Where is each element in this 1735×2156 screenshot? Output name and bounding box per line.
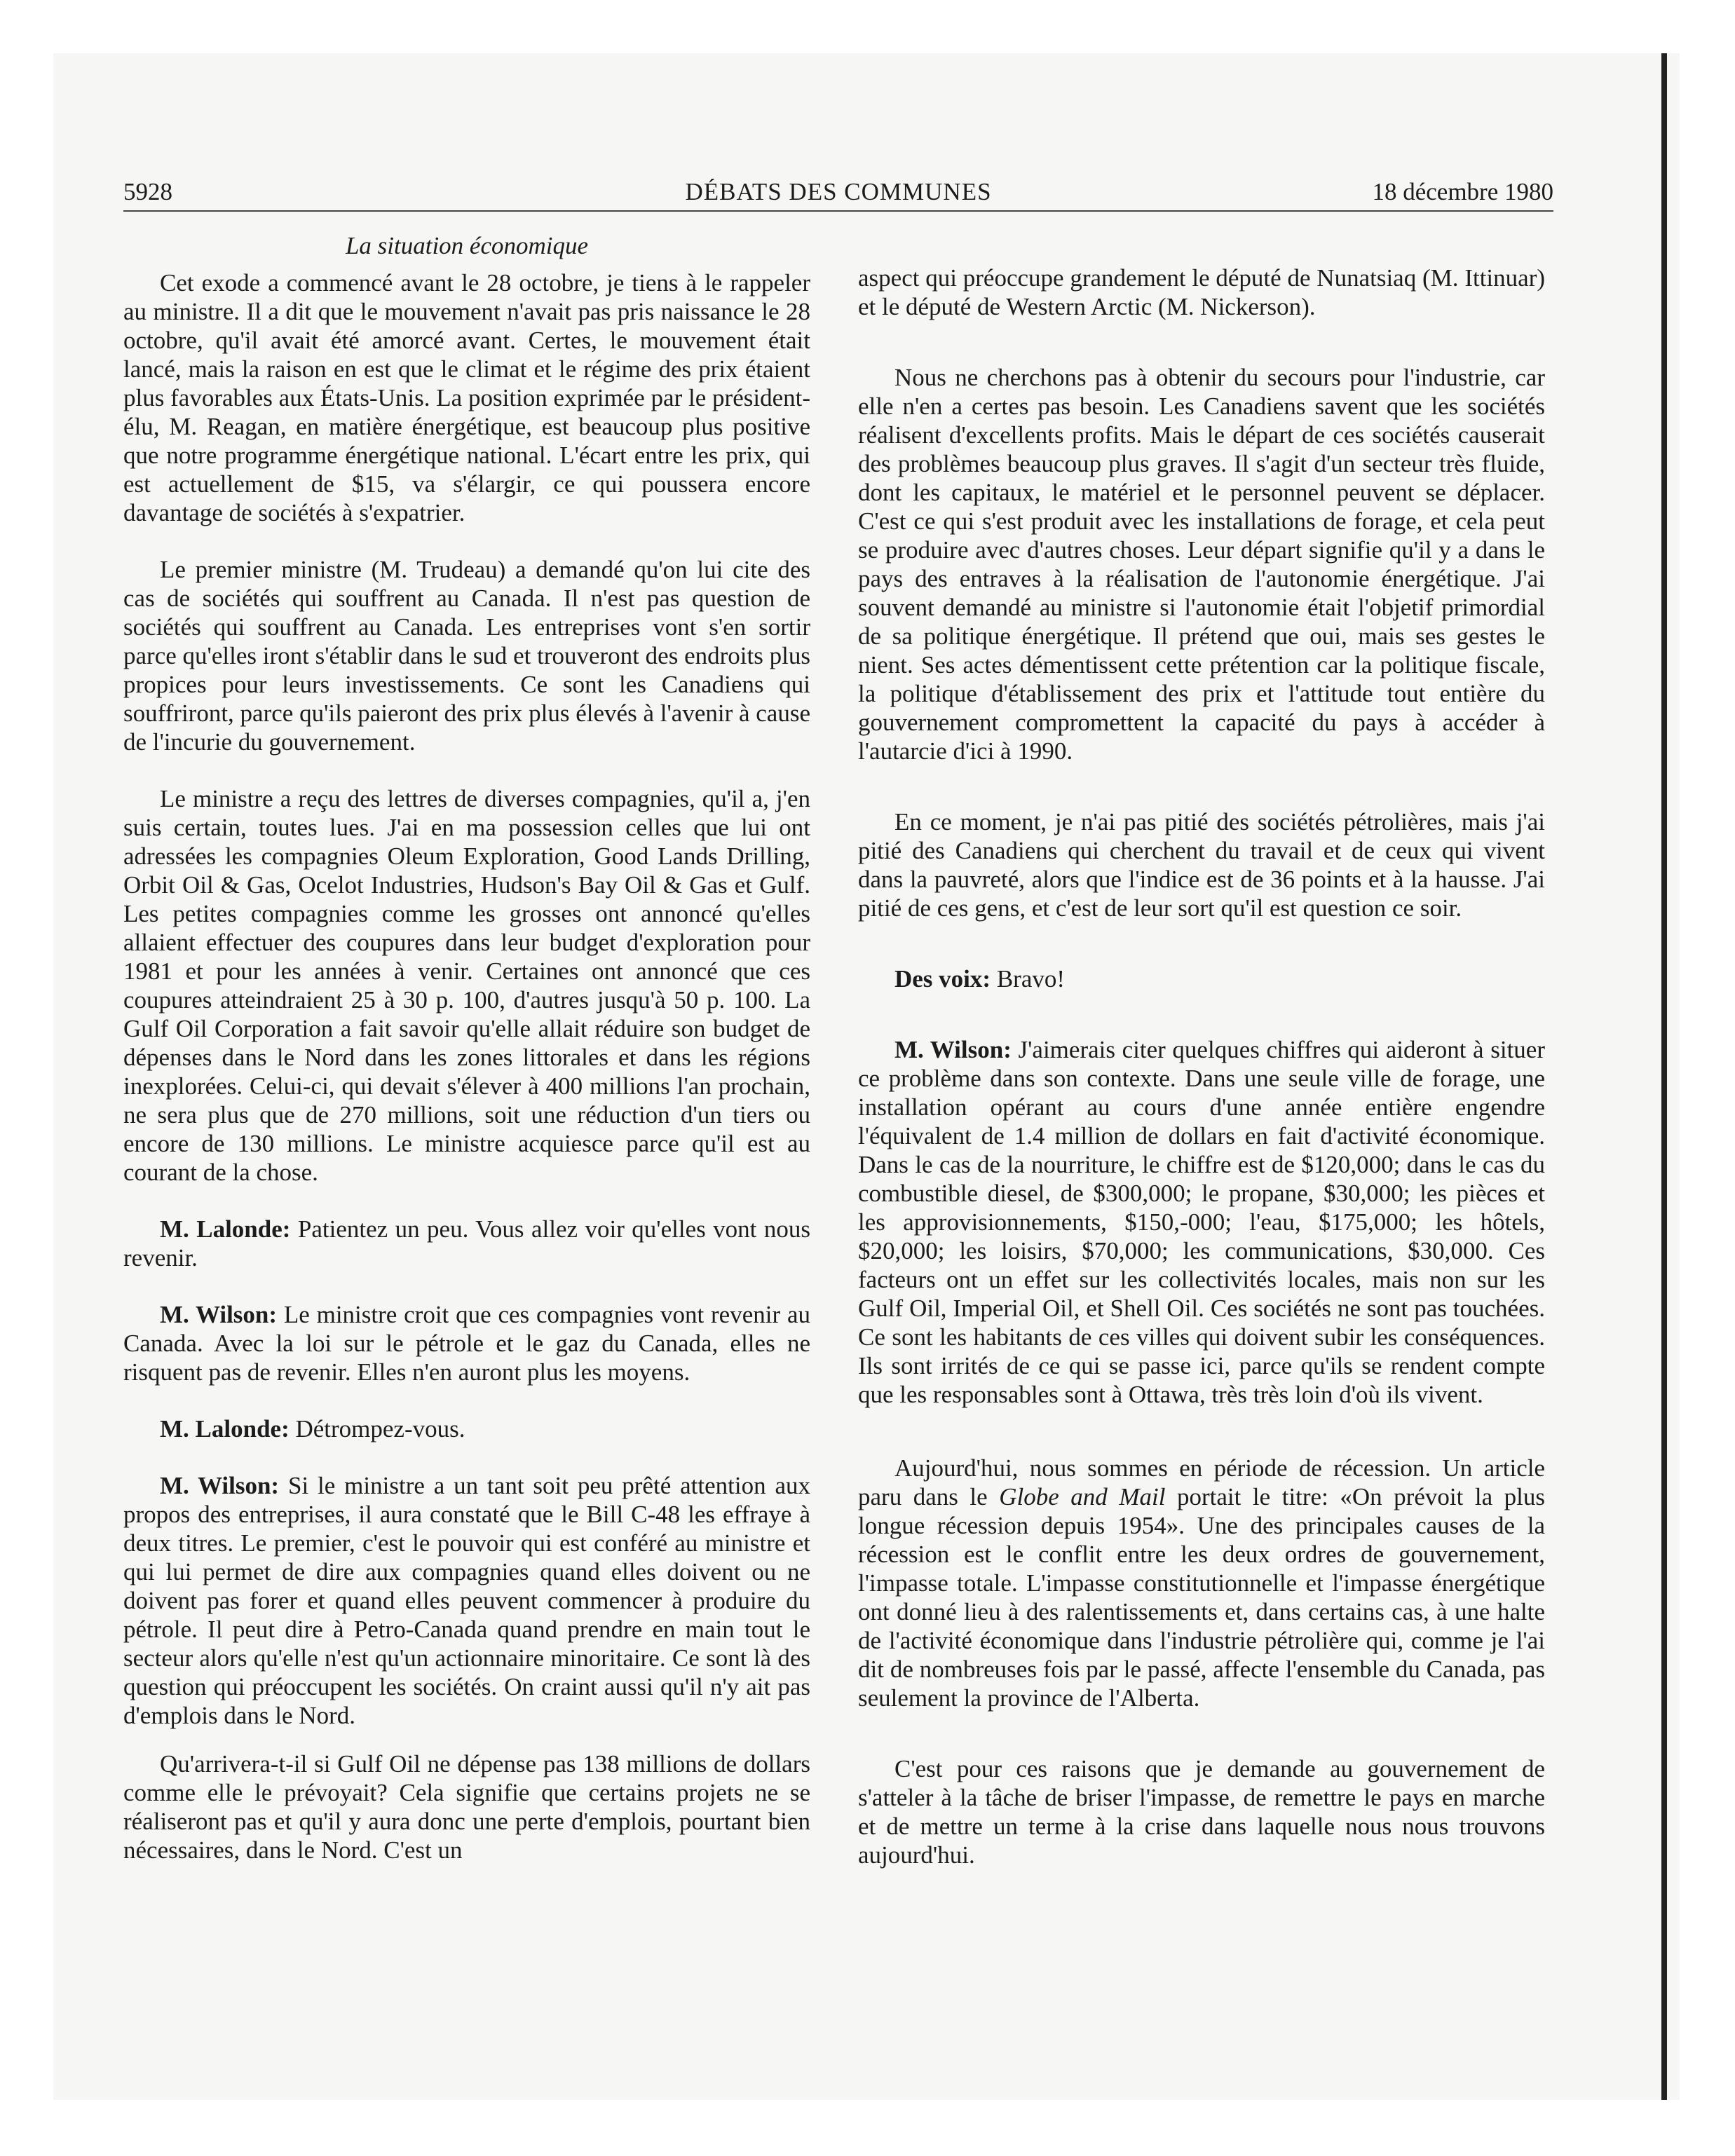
speech-text: Patientez un peu. Vous allez voir qu'elles vont nous revenir. [123,1215,810,1271]
right-column [858,264,1545,1869]
left-column [123,231,810,1864]
page-number: 5928 [123,178,172,205]
paragraph: Le premier ministre (M. Trudeau) a demandé qu'on lui cite des cas de sociétés qui souffrent au Canada. Il n'est pas question de sociétés qui souffrent au Canada. Les entreprises vont s'en sortir parce qu'elles iront s'établir dans le sud et trouveront des endroits plus propices pour leurs investissements. Ce sont les Canadiens qui souffriront, parce qu'ils paieront des prix plus élevés à l'avenir à cause de l'incurie du gouvernement. [123,556,810,756]
paragraph-text: Aujourd'hui, nous sommes en période de récession. Un article paru dans le [858,1454,1545,1510]
speech-text: Si le ministre a un tant soit peu prêté attention aux propos des entreprises, il aura constaté que le Bill C-48 les effraye à deux titres. Le premier, c'est le pouvoir qui est conféré au ministre et qui lui permet de dire aux compagnies quand elles doivent ou ne doivent pas forer et quand elles peuvent commencer à produire du pétrole. Il peut dire à Petro-Canada quand prendre en main tout le secteur alors qu'elle n'est qu'un actionnaire minoritaire. Ce sont là des question qui préoccupent les sociétés. On craint aussi qu'il n'y ait pas d'emplois dans le Nord. [123,1472,810,1729]
speech [123,1471,810,1730]
speech [123,1300,810,1386]
speaker-name: M. Lalonde: [160,1215,291,1243]
speaker-name: M. Wilson: [160,1301,278,1328]
paragraph [858,1454,1545,1712]
page-edge-shadow [1661,53,1667,2100]
speaker-name: M. Lalonde: [160,1415,290,1442]
section-title: La situation économique [345,232,589,259]
paragraph-text: portait le titre: «On prévoit la plus longue récession depuis 1954». Une des principales causes de la récession est le conflit entre les deux ordres de gouvernement, l'impasse totale. L'impasse constitutionnelle et l'impasse énergétique ont donné lieu à des ralentissements et, dans certains cas, à une halte de l'activité économique dans l'industrie pétrolière qui, comme je l'ai dit de nombreuses fois par le passé, affecte l'ensemble du Canada, pas seulement la province de l'Alberta. [858,1483,1545,1712]
paragraph: Nous ne cherchons pas à obtenir du secours pour l'industrie, car elle n'en a certes pas besoin. Les Canadiens savent que les sociétés réalisent d'excellents profits. Mais le départ de ces sociétés causerait des problèmes beaucoup plus graves. Il s'agit d'un secteur très fluide, dont les capitaux, le matériel et le personnel peuvent se déplacer. C'est ce qui s'est produit avec les installations de forage, et cela peut se produire avec d'autres choses. Leur départ signifie qu'il y a dans le pays des entraves à la réalisation de l'autonomie énergétique. J'ai souvent demandé au ministre si l'autonomie était l'objetif primordial de sa politique énergétique. Il prétend que oui, mais ses gestes le nient. Ses actes démentissent cette prétention car la politique fiscale, la politique d'établissement des prix et l'attitude tout entière du gouvernement compromettent la capacité du pays à accéder à l'autarcie d'ici à 1990. [858,364,1545,765]
paragraph: Le ministre a reçu des lettres de diverses compagnies, qu'il a, j'en suis certain, toutes lues. J'ai en ma possession celles que lui ont adressées les compagnies Oleum Exploration, Good Lands Drilling, Orbit Oil & Gas, Ocelot Industries, Hudson's Bay Oil & Gas et Gulf. Les petites compagnies comme les grosses ont annoncé qu'elles allaient effectuer des coupures dans leur budget d'exploration pour 1981 et pour les années à venir. Certaines ont annoncé que ces coupures atteindraient 25 à 30 p. 100, d'autres jusqu'à 50 p. 100. La Gulf Oil Corporation a fait savoir qu'elle allait réduire son budget de dépenses dans le Nord dans les zones littorales et dans les régions inexplorées. Celui-ci, qui devait s'élever à 400 millions l'an prochain, ne sera plus que de 270 millions, soit une réduction d'un tiers ou encore de 130 millions. Le ministre acquiesce parce qu'il est au courant de la chose. [123,785,810,1186]
journal-title: DÉBATS DES COMMUNES [685,178,992,205]
paragraph: Cet exode a commencé avant le 28 octobre, je tiens à le rappeler au ministre. Il a dit que le mouvement n'avait pas pris naissance le 28 octobre, qu'il avait été amorcé avant. Certes, le mouvement était lancé, mais la raison en est que le climat et le régime des prix étaient plus favorables aux États-Unis. La position exprimée par le président-élu, M. Reagan, en matière énergétique, est beaucoup plus positive que notre programme énergétique national. L'écart entre les prix, qui est actuellement de $15, va s'élargir, ce qui poussera encore davantage de sociétés à s'expatrier. [123,269,810,526]
paragraph: Qu'arrivera-t-il si Gulf Oil ne dépense pas 138 millions de dollars comme elle le prévoyait? Cela signifie que certains projets ne se réaliseront pas et qu'il y aura donc une perte d'emplois, pourtant bien nécessaires, dans le Nord. C'est un [123,1750,810,1864]
paragraph: En ce moment, je n'ai pas pitié des sociétés pétrolières, mais j'ai pitié des Canadiens qui cherchent du travail et de ceux qui vivent dans la pauvreté, alors que l'indice est de 36 points et à la hausse. J'ai pitié de ces gens, et c'est de leur sort qu'il est question ce soir. [858,808,1545,922]
speaker-name: Des voix: [894,965,991,992]
page-header [123,174,1553,212]
speech-text: Bravo! [991,965,1066,992]
paragraph-continued: aspect qui préoccupe grandement le député de Nunatsiaq (M. Ittinuar) et le député de Western Arctic (M. Nickerson). [858,264,1545,320]
speech-text: Le ministre croit que ces compagnies vont revenir au Canada. Avec la loi sur le pétrole et le gaz du Canada, elles ne risquent pas de revenir. Elles n'en auront plus les moyens. [123,1301,810,1386]
newspaper-title: Globe and Mail [999,1483,1166,1510]
speech [858,1035,1545,1409]
speech-text: Détrompez-vous. [289,1415,465,1442]
speech [123,1215,810,1272]
speech [858,964,1545,993]
speech-text: J'aimerais citer quelques chiffres qui aideront à situer ce problème dans son contexte. Dans une seule ville de forage, une installation opérant au cours d'une année entière engendre l'équivalent de 1.4 million de dollars en fait d'activité économique. Dans le cas de la nourriture, le chiffre est de $120,000; dans le cas du combustible diesel, de $300,000; le propane, $30,000; les pièces et les approvisionnements, $150,-000; l'eau, $175,000; les hôtels, $20,000; les loisirs, $70,000; les communications, $30,000. Ces facteurs ont un effet sur les collectivités locales, mais non sur les Gulf Oil, Imperial Oil, et Shell Oil. Ces sociétés ne sont pas touchées. Ce sont les habitants de ces villes qui doivent subir les conséquences. Ils sont irrités de ce qui se passe ici, parce qu'ils se rendent compte que les responsables sont à Ottawa, très très loin d'où ils vivent. [858,1036,1545,1408]
speech [123,1414,810,1443]
speaker-name: M. Wilson: [894,1036,1012,1063]
issue-date: 18 décembre 1980 [1372,178,1553,205]
speaker-name: M. Wilson: [160,1472,280,1499]
paragraph: C'est pour ces raisons que je demande au gouvernement de s'atteler à la tâche de briser l'impasse, de remettre le pays en marche et de mettre un terme à la crise dans laquelle nous nous trouvons aujourd'hui. [858,1755,1545,1869]
